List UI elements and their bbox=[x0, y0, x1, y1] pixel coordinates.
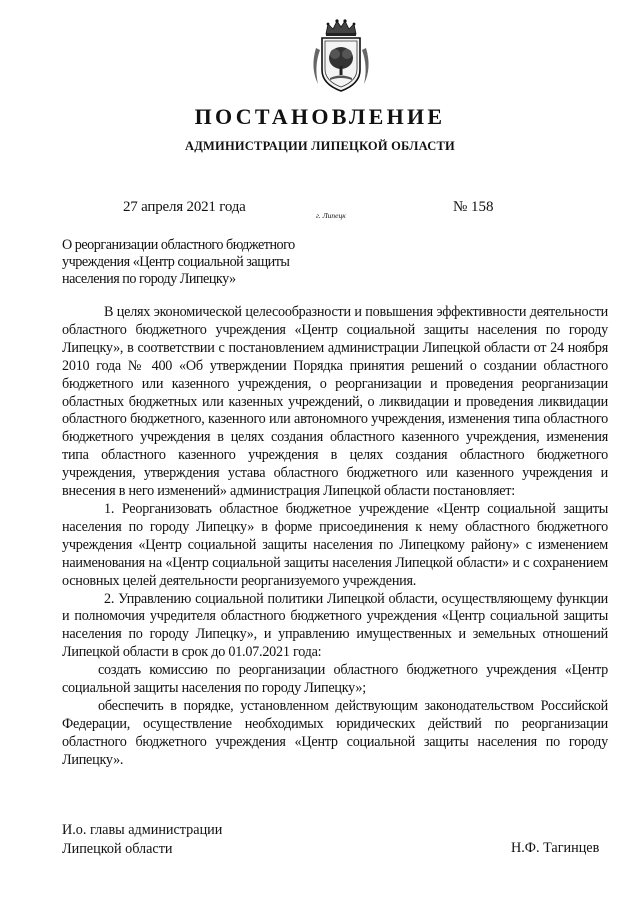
heading-line: учреждения «Центр социальной защиты bbox=[62, 254, 290, 270]
clause-2-item-legal-actions: обеспечить в порядке, установленном действующим законодательством Российской Федерации, осуществление необходимых юридических действий по реорганизации областного бюджетного учреждения «Центр социальной защиты населения по городу Липецку». bbox=[62, 697, 608, 768]
signatory-name: Н.Ф. Тагинцев bbox=[511, 840, 600, 856]
document-body bbox=[62, 304, 608, 770]
clause-1-paragraph: 1. Реорганизовать областное бюджетное учреждение «Центр социальной защиты населения по городу Липецку» в форме присоединения к нему областного бюджетного учреждения «Центр социальной защиты населения по Липецкому району» с изменением наименования на «Центр социальной защиты населения Липецкой области» и с сохранением основных целей деятельности реорганизуемого учреждения. bbox=[62, 500, 608, 589]
heading-line: населения по городу Липецку» bbox=[62, 271, 236, 287]
signatory-position-line: И.о. главы администрации bbox=[62, 822, 223, 838]
signatory-position bbox=[62, 821, 222, 859]
document-place: г. Липецк bbox=[316, 211, 346, 220]
document-title: ПОСТАНОВЛЕНИЕ bbox=[194, 104, 446, 129]
document-number: № 158 bbox=[453, 199, 494, 215]
coat-of-arms-icon bbox=[306, 18, 376, 96]
clause-2-item-commission: создать комиссию по реорганизации областного бюджетного учреждения «Центр социальной защиты населения по городу Липецку»; bbox=[62, 662, 608, 697]
clause-2-paragraph: 2. Управлению социальной политики Липецкой области, осуществляющему функции и полномочия учредителя областного бюджетного учреждения «Центр социальной защиты населения по городу Липецку», и управлению имущественных и земельных отношений Липецкой области в срок до 01.07.2021 года: bbox=[62, 590, 608, 661]
preamble-paragraph: В целях экономической целесообразности и повышения эффективности деятельности областного бюджетного учреждения «Центр социальной защиты населения по городу Липецку», в соответствии с постановлением администрации Липецкой области от 24 ноября 2010 года № 400 «Об утверждении Порядка принятия решений о создании областного бюджетного или казенного учреждения, о реорганизации и проведения реорганизации областных бюджетных или казенных учреждений, о ликвидации и проведения ликвидации областного бюджетного, казенного или автономного учреждения, изменения типа областного бюджетного учреждения в целях создания областного казенного учреждения, изменения типа областного казенного учреждения в целях создания областного бюджетного учреждения, утверждения устава областного бюджетного или казенного учреждения и внесения в него изменений» администрация Липецкой области постановляет: bbox=[62, 304, 608, 500]
document-heading bbox=[62, 237, 362, 288]
document-date: 27 апреля 2021 года bbox=[123, 199, 246, 215]
signatory-position-line: Липецкой области bbox=[62, 841, 173, 857]
heading-line: О реорганизации областного бюджетного bbox=[62, 237, 295, 253]
issuing-authority: АДМИНИСТРАЦИИ ЛИПЕЦКОЙ ОБЛАСТИ bbox=[185, 139, 455, 153]
